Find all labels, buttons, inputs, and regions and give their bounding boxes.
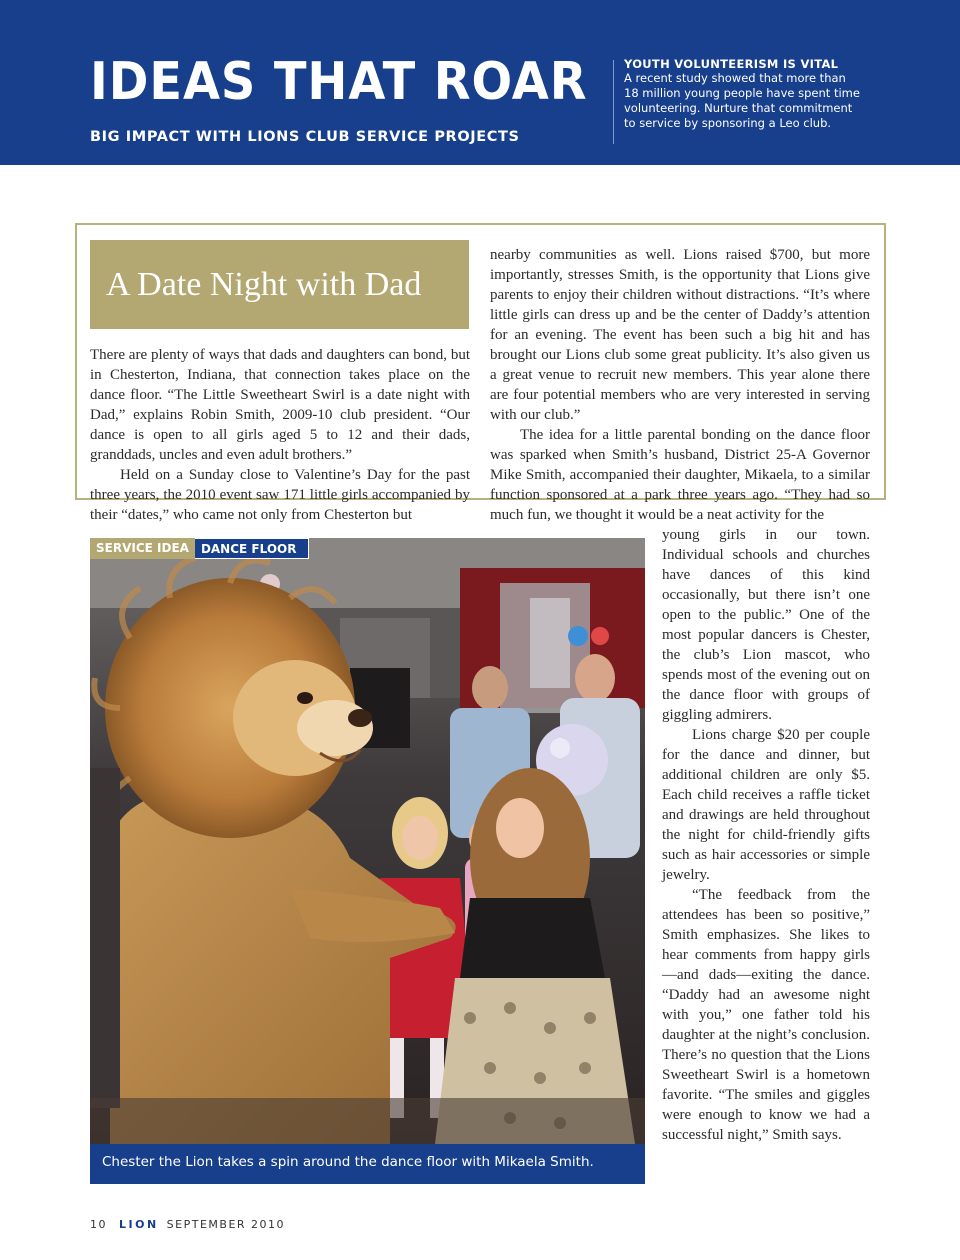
paragraph: There are plenty of ways that dads and daughters can bond, but in Chesterton, Indiana, that connection takes place on the dance floor. “The Little Sweetheart Swirl is a date night with Dad,” explains Robin Smith, 2009-10 club president. “Our dance is open to all girls aged 5 to 12 and their dads, granddads, uncles and even adult brothers.” (90, 347, 470, 463)
header-divider (613, 60, 614, 144)
article-title-box (90, 240, 469, 329)
tag-value: DANCE FLOOR (195, 538, 310, 559)
article-column-2 (490, 245, 870, 525)
sidebar-title: YOUTH VOLUNTEERISM IS VITAL (624, 57, 839, 71)
paragraph: young girls in our town. Individual schools and churches have dances of this kind occasionally, but there isn’t one open to the public.” One of the most popular dancers is Chester, the club’s Lion mascot, who spends most of the evening out on the dance floor with groups of giggling admirers. (662, 527, 870, 723)
service-idea-tag (90, 538, 309, 559)
sidebar-text: A recent study showed that more than 18 million young people have spent time volunteering. Nurture that commitment to service by sponsoring a Leo club. (624, 71, 860, 130)
paragraph: Held on a Sunday close to Valentine’s Day for the past three years, the 2010 event saw 171 little girls accompanied by their “dates,” who came not only from Chesterton but (90, 467, 470, 523)
section-headline: IDEAS THAT ROAR (90, 52, 588, 112)
paragraph: “The feedback from the attendees has been so positive,” Smith emphasizes. She likes to hear comments from happy girls—and dads—exiting the dance. “Daddy had an awesome night with you,” one father told his daughter at the night’s conclusion. There’s no question that the Lions Sweetheart Swirl is a hometown favorite. “The smiles and giggles were enough to know we had a successful night,” Smith says. (662, 887, 870, 1143)
photo-caption: Chester the Lion takes a spin around the dance floor with Mikaela Smith. (102, 1154, 594, 1170)
header-banner (0, 0, 960, 165)
photo-caption-bar (90, 1144, 645, 1184)
paragraph: The idea for a little parental bonding on the dance floor was sparked when Smith’s husband, District 25-A Governor Mike Smith, accompanied their daughter, Mikaela, to a similar function sponsored at a park three years ago. “They had so much fun, we thought it would be a neat activity for the (490, 427, 870, 523)
magazine-name: LION (119, 1218, 159, 1231)
page-footer (90, 1218, 285, 1231)
article-column-1 (90, 345, 470, 525)
paragraph: nearby communities as well. Lions raised $700, but more importantly, stresses Smith, is the opportunity that Lions give parents to enjoy their children without distractions. “It’s where little girls can dress up and be the center of Daddy’s attention for an evening. The event has been such a big hit and has brought our Lions club some great publicity. It’s also given us a great venue to recruit new members. This year alone there are four potential members who are very interested in serving with our club.” (490, 247, 870, 423)
dance-photo (90, 538, 645, 1144)
dance-photo-illustration (90, 538, 645, 1144)
paragraph: Lions charge $20 per couple for the dance and dinner, but additional children are only $5. Each child receives a raffle ticket and drawings are held throughout the night for child-friendly gifts such as hair accessories or simple jewelry. (662, 727, 870, 883)
sidebar-note (624, 57, 864, 131)
issue-date: SEPTEMBER 2010 (166, 1218, 286, 1231)
article-column-3 (662, 525, 870, 1145)
article-title: A Date Night with Dad (106, 266, 422, 303)
page-number: 10 (90, 1218, 107, 1231)
tag-label: SERVICE IDEA (90, 538, 195, 559)
section-subhead: BIG IMPACT WITH LIONS CLUB SERVICE PROJECTS (90, 129, 520, 145)
